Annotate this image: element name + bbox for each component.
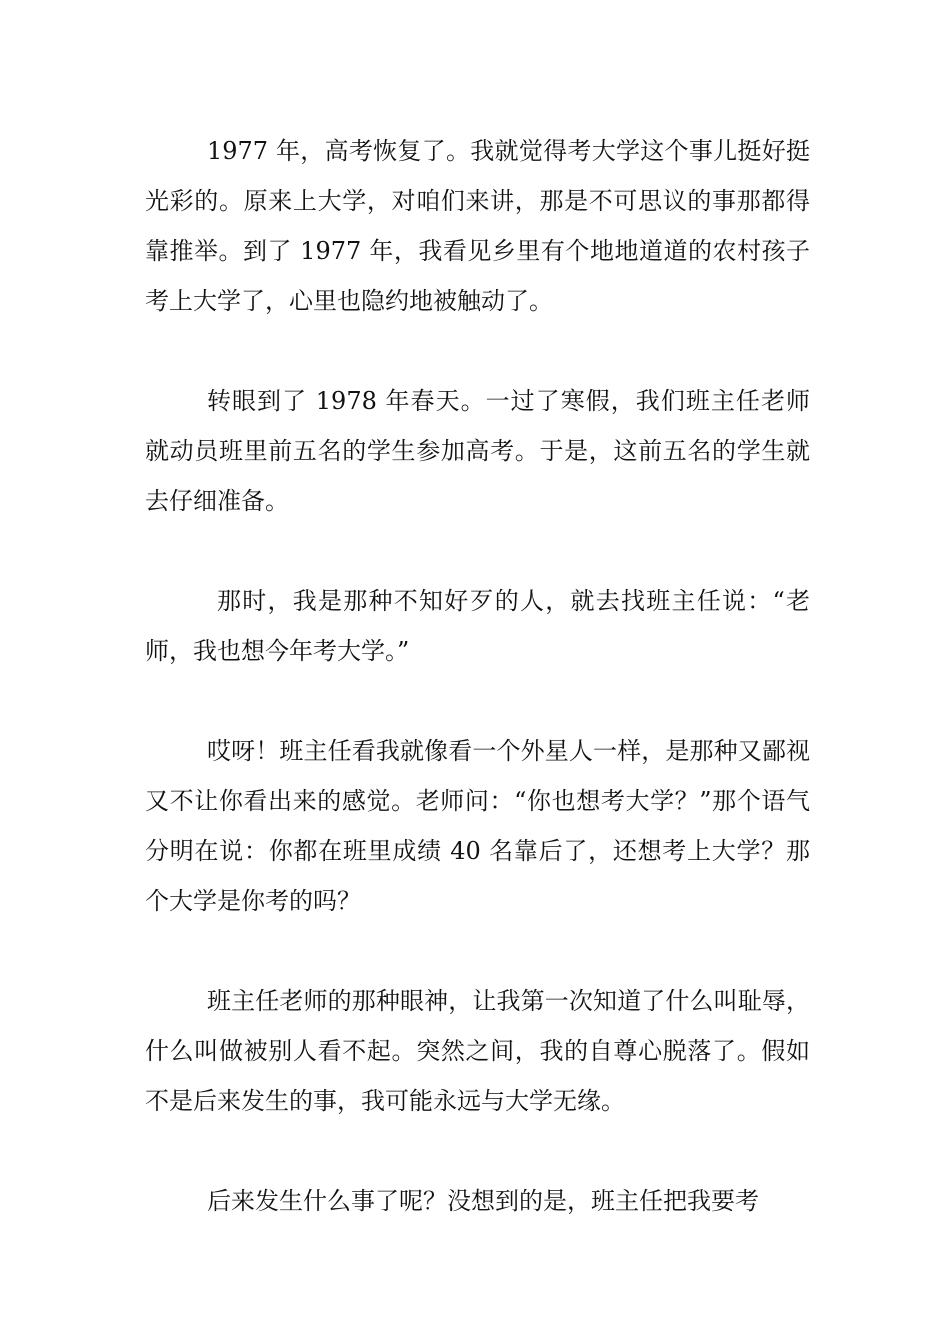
document-page — [145, 126, 810, 1226]
paragraph-2: 转眼到了 1978 年春天。一过了寒假，我们班主任老师就动员班里前五名的学生参加高考。于是，这前五名的学生就去仔细准备。 — [145, 387, 810, 515]
paragraph-6: 后来发生什么事了呢？没想到的是，班主任把我要考 — [207, 1187, 759, 1215]
paragraph-3: 那时，我是那种不知好歹的人，就去找班主任说：“老师，我也想今年考大学。” — [145, 587, 810, 665]
paragraph-1: 1977 年，高考恢复了。我就觉得考大学这个事儿挺好挺光彩的。原来上大学，对咱们来讲，那是不可思议的事那都得靠推举。到了 1977 年，我看见乡里有个地地道道的农村孩子考上大学了，心里也隐约地被触动了。 — [145, 137, 810, 315]
paragraph-5: 班主任老师的那种眼神，让我第一次知道了什么叫耻辱，什么叫做被别人看不起。突然之间，我的自尊心脱落了。假如不是后来发生的事，我可能永远与大学无缘。 — [145, 987, 810, 1115]
paragraph-4: 哎呀！班主任看我就像看一个外星人一样，是那种又鄙视又不让你看出来的感觉。老师问：“你也想考大学？”那个语气分明在说：你都在班里成绩 40 名靠后了，还想考上大学？那个大学是你考的吗？ — [145, 737, 810, 915]
